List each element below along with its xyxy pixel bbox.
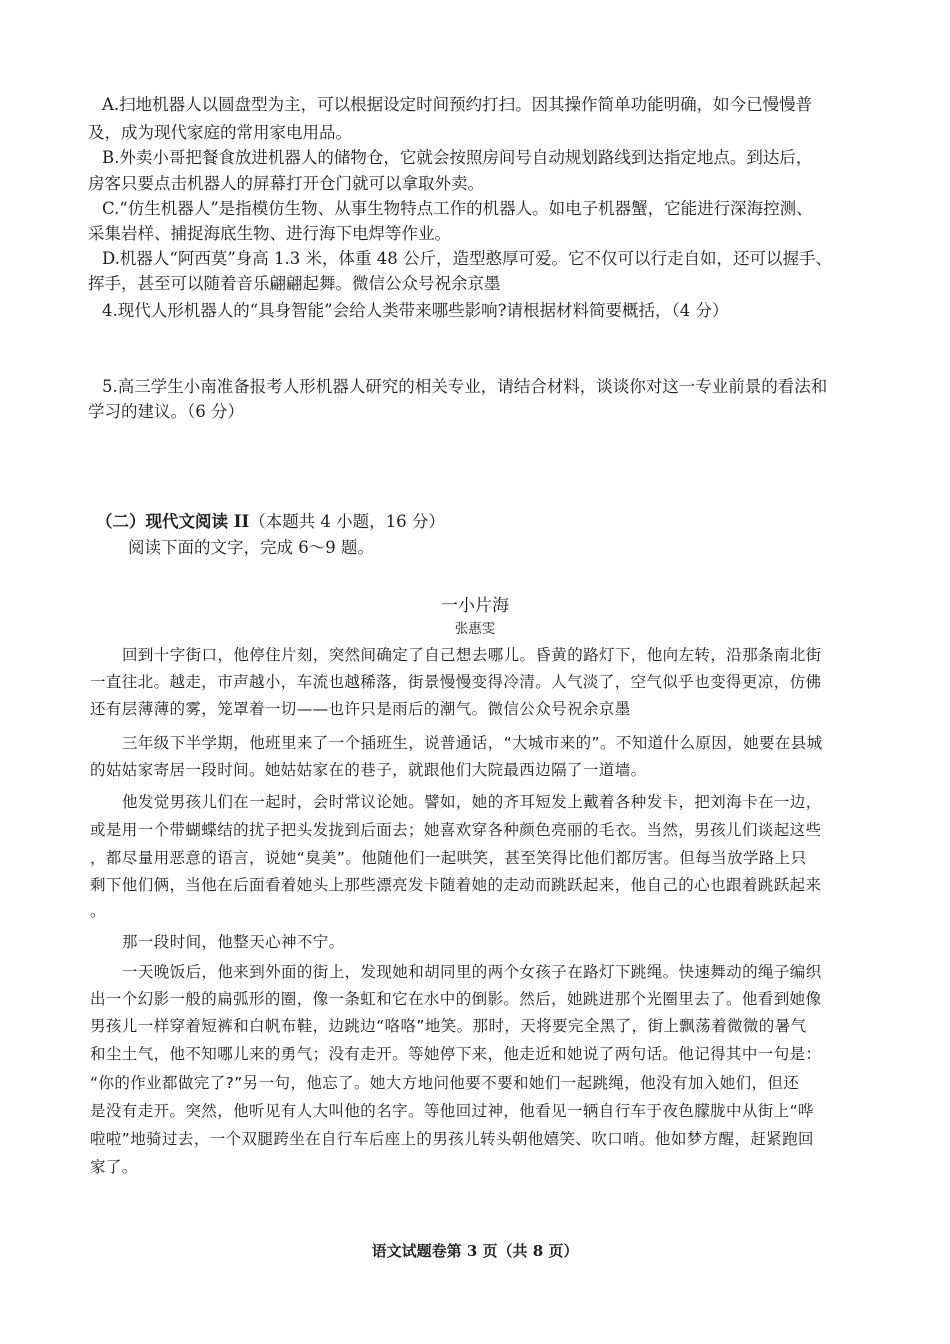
option-b-line-1: B.外卖小哥把餐食放进机器人的储物仓，它就会按照房间号自动规划路线到达指定地点。到达后，	[102, 148, 813, 167]
story-line: 剩下他们俩，当他在后面看着她头上那些漂亮发卡随着她的走动而跳跃起来，他自己的心也跟着跳跃起来	[90, 876, 822, 894]
story-line: 和尘土气，他不知哪儿来的勇气；没有走开。等她停下来，他走近和她说了两句话。他记得其中一句是：	[90, 1045, 822, 1063]
question-5-line-2: 学习的建议。（6 分）	[88, 402, 244, 421]
question-4: 4.现代人形机器人的“具身智能”会给人类带来哪些影响?请根据材料简要概括，（4 分）	[102, 301, 729, 320]
story-author: 张惠雯	[454, 621, 496, 637]
section-instruction: 阅读下面的文字，完成 6～9 题。	[128, 538, 374, 557]
section-note: （本题共 4 小题，16 分）	[249, 512, 445, 531]
story-line: 他发觉男孩儿们在一起时，会时常议论她。譬如，她的齐耳短发上戴着各种发卡，把刘海卡在一边，	[122, 793, 822, 811]
story-line: 三年级下半学期，他班里来了一个插班生，说普通话，“大城市来的”。不知道什么原因，她要在县城	[122, 734, 823, 752]
story-line: 那一段时间，他整天心神不宁。	[122, 933, 345, 951]
option-a-line-2: 及，成为现代家庭的常用家电用品。	[88, 123, 352, 142]
option-d-line-1: D.机器人“阿西莫”身高 1.3 米，体重 48 公斤，造型憨厚可爱。它不仅可以行走自如，还可以握手、	[102, 249, 832, 268]
option-c-line-2: 采集岩样、捕捉海底生物、进行海下电焊等作业。	[88, 224, 451, 243]
question-5-line-1: 5.高三学生小南准备报考人形机器人研究的相关专业，请结合材料，谈谈你对这一专业前景的看法和	[102, 377, 828, 396]
option-a-line-1: A.扫地机器人以圆盘型为主，可以根据设定时间预约打扫。因其操作简单功能明确，如今已慢慢普	[102, 95, 813, 114]
story-line: 男孩儿一样穿着短裤和白帆布鞋，边跳边“咯咯”地笑。那时，天将要完全黑了，街上飘荡着微微的暑气	[90, 1017, 807, 1035]
story-line: 回到十字街口，他停住片刻，突然间确定了自己想去哪儿。昏黄的路灯下，他向左转，沿那条南北街	[122, 646, 822, 664]
story-line: 出一个幻影一般的扁弧形的圈，像一条虹和它在水中的倒影。然后，她跳进那个光圈里去了。他看到她像	[90, 990, 822, 1008]
story-line: 啦啦”地骑过去，一个双腿跨坐在自行车后座上的男孩儿转头朝他嬉笑、吹口哨。他如梦方醒，赶紧跑回	[90, 1130, 814, 1148]
page-footer: 语文试题卷第 3 页（共 8 页）	[371, 1242, 579, 1260]
story-line: 还有层薄薄的雾，笼罩着一切——也许只是雨后的潮气。微信公众号祝余京墨	[90, 700, 631, 718]
story-line: 一天晚饭后，他来到外面的街上，发现她和胡同里的两个女孩子在路灯下跳绳。快速舞动的绳子编织	[122, 963, 822, 981]
story-title: 一小片海	[441, 596, 509, 616]
option-d-line-2: 挥手，甚至可以随着音乐翩翩起舞。微信公众号祝余京墨	[88, 274, 501, 293]
section-title: （二）现代文阅读 II	[96, 512, 250, 531]
story-line: 。	[90, 902, 106, 920]
story-line: 一直往北。越走，市声越小，车流也越稀落，街景慢慢变得冷清。人气淡了，空气似乎也变得更凉，仿佛	[90, 673, 822, 691]
story-line: 或是用一个带蝴蝶结的扰子把头发拢到后面去；她喜欢穿各种颜色亮丽的毛衣。当然，男孩儿们谈起这些	[90, 821, 822, 839]
section-heading	[96, 508, 445, 532]
story-line: 是没有走开。突然，他听见有人大叫他的名字。等他回过神，他看见一辆自行车于夜色朦胧中从街上“哗	[90, 1102, 814, 1120]
story-line: 的姑姑家寄居一段时间。她姑姑家在的巷子，就跟他们大院最西边隔了一道墙。	[90, 761, 647, 779]
story-line: “你的作业都做完了?”另一句，他忘了。她大方地问他要不要和她们一起跳绳，他没有加入她们，但还	[90, 1074, 800, 1092]
option-c-line-1: C.“仿生机器人”是指模仿生物、从事生物特点工作的机器人。如电子机器蟹，它能进行深海控测、	[102, 199, 813, 218]
option-b-line-2: 房客只要点击机器人的屏幕打开仓门就可以拿取外卖。	[88, 174, 484, 193]
story-line: 家了。	[90, 1158, 138, 1176]
story-line: ，都尽量用恶意的语言，说她“臭美”。他随他们一起哄笑，甚至笑得比他们都厉害。但每当放学路上只	[90, 849, 807, 867]
